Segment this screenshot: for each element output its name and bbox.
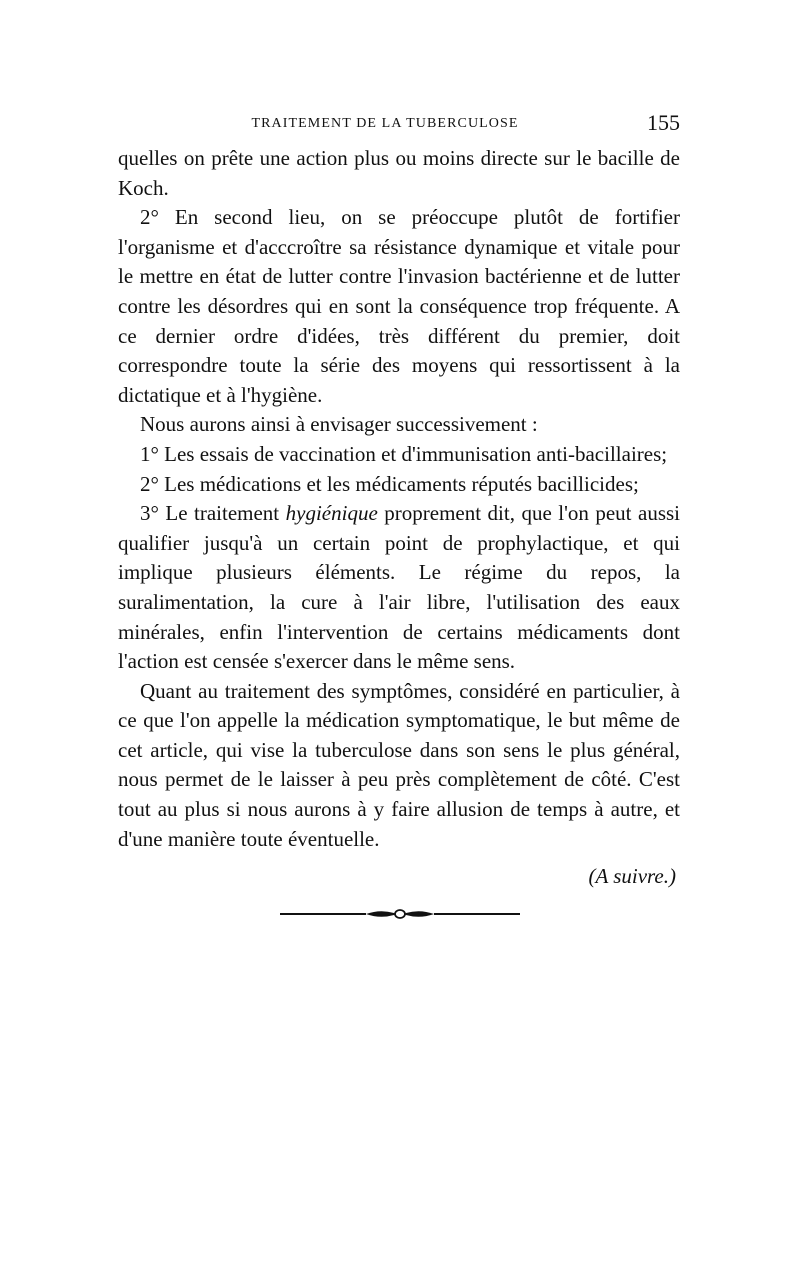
to-be-continued: (A suivre.) xyxy=(588,864,676,889)
body-text xyxy=(118,144,680,854)
item3-before: 3° Le traitement xyxy=(140,501,286,526)
page xyxy=(118,104,680,926)
paragraph-second-point: 2° En second lieu, on se préoccupe plutôt de fortifier l'organisme et d'acccroître sa résistance dynamique et vitale pour le mettre en état de lutter contre l'invasion bactérienne et de lutter contre les désordres qui en sont la conséquence trop fréquente. A ce dernier ordre d'idées, très différent du premier, doit correspondre toute la série des moyens qui ressortissent à la dictatique et à l'hygiène. xyxy=(118,205,680,407)
page-number: 155 xyxy=(647,110,680,135)
item3-after: proprement dit, que l'on peut aussi qualifier jusqu'à un certain point de prophylactique, et qui implique plusieurs éléments. Le régime du repos, la suralimentation, la cure à l'air libre, l'utilisation des eaux minérales, enfin l'intervention de certains médicaments dont l'action est censée s'exercer dans le même sens. xyxy=(118,501,680,674)
page-header xyxy=(118,104,680,144)
item3-emphasis: hygiénique xyxy=(285,501,378,526)
list-item-vaccination: 1° Les essais de vaccination et d'immunisation anti-bacillaires; xyxy=(140,441,668,466)
list-item-medications: 2° Les médications et les médicaments réputés bacillicides; xyxy=(140,471,639,496)
paragraph-intro-list: Nous aurons ainsi à envisager successivement : xyxy=(140,412,538,437)
running-title: TRAITEMENT DE LA TUBERCULOSE xyxy=(251,116,519,131)
rule-ornament-icon xyxy=(280,907,520,921)
list-item-hygienic xyxy=(118,499,680,677)
paragraph-continuation: quelles on prête une action plus ou moins directe sur le bacille de Koch. xyxy=(118,146,680,200)
paragraph-symptoms: Quant au traitement des symptômes, considéré en particulier, à ce que l'on appelle la médication symptomatique, le but même de cet article, qui vise la tuberculose dans son sens le plus général, nous permet de le laisser à peu près complètement de côté. C'est tout au plus si nous aurons à y faire allusion de temps à autre, et d'une manière toute éventuelle. xyxy=(118,678,680,851)
